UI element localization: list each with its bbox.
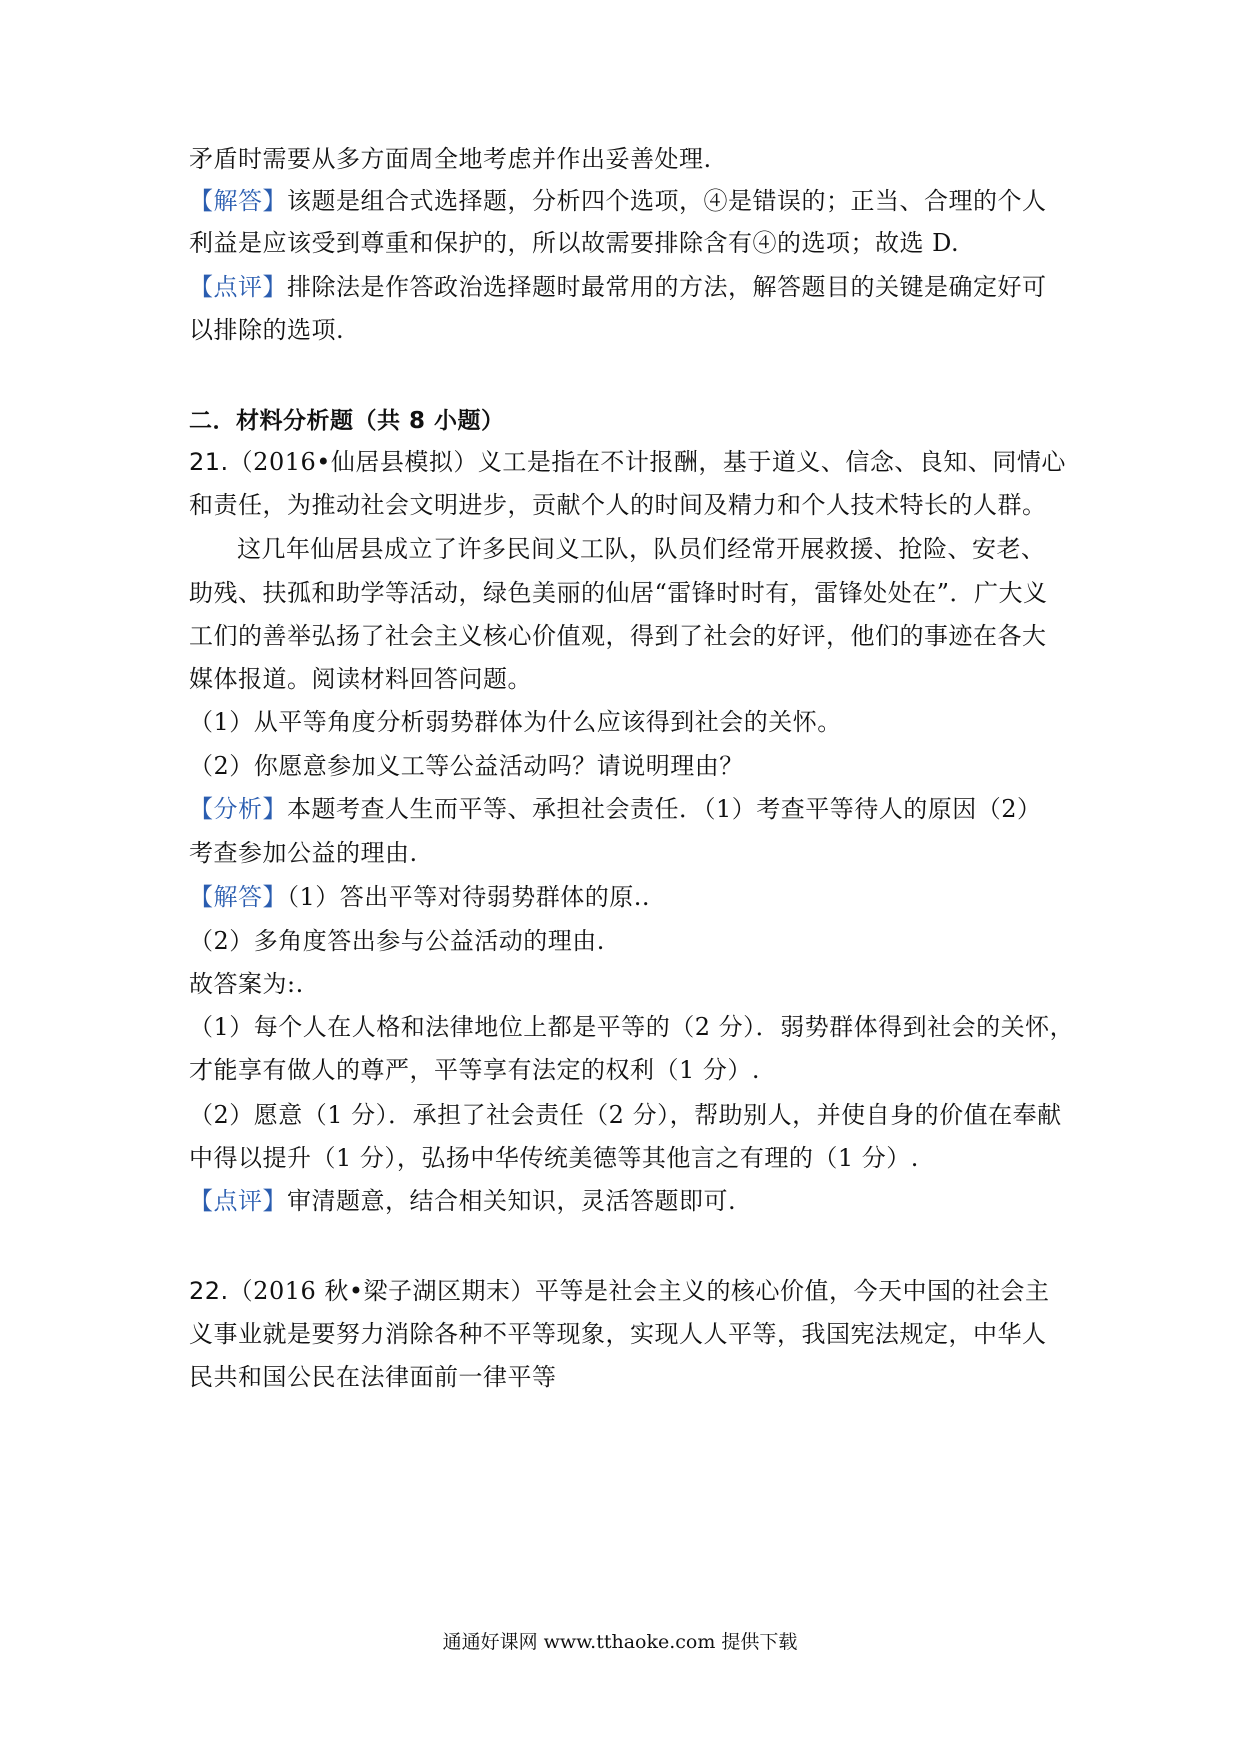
material-line: 工们的善举弘扬了社会主义核心价值观，得到了社会的好评，他们的事迹在各大 (189, 622, 1047, 650)
text-line: 义事业就是要努力消除各种不平等现象，实现人人平等，我国宪法规定，中华人 (189, 1320, 1047, 1348)
answer-tag: 【解答】 (189, 883, 287, 911)
text-line: 考查参加公益的理由. (189, 839, 418, 867)
question-number: 21. (189, 448, 229, 476)
answer-text: （2）多角度答出参与公益活动的理由. (189, 927, 605, 955)
sub-question: （2）你愿意参加义工等公益活动吗？请说明理由？ (189, 752, 744, 780)
question-number: 22. (189, 1277, 229, 1305)
question-22-stem: 22.（2016 秋•梁子湖区期末）平等是社会主义的核心价值，今天中国的社会主 (189, 1277, 1050, 1305)
material-line: 助残、扶孤和助学等活动，绿色美丽的仙居“雷锋时时有，雷锋处处在”．广大义 (189, 579, 1048, 607)
answer-tag: 【解答】 (189, 187, 287, 215)
question-21-stem: 21.（2016•仙居县模拟）义工是指在不计报酬，基于道义、信念、良知、同情心 (189, 448, 1066, 476)
text-line: 和责任，为推动社会文明进步，贡献个人的时间及精力和个人技术特长的人群。 (189, 491, 1047, 519)
text-line: 利益是应该受到尊重和保护的，所以故需要排除含有④的选项；故选 D. (189, 229, 960, 257)
review-line: 【点评】审清题意，结合相关知识，灵活答题即可. (189, 1187, 737, 1215)
answer-text: （2）愿意（1 分）．承担了社会责任（2 分），帮助别人，并使自身的价值在奉献 (189, 1101, 1062, 1129)
review-line: 【点评】排除法是作答政治选择题时最常用的方法，解答题目的关键是确定好可 (189, 273, 1047, 301)
text-line: 以排除的选项. (189, 316, 345, 344)
answer-line: 【解答】该题是组合式选择题，分析四个选项，④是错误的；正当、合理的个人 (189, 187, 1047, 215)
answer-line: 【解答】（1）答出平等对待弱势群体的原.. (189, 883, 651, 911)
answer-text: 故答案为:. (189, 970, 304, 998)
answer-text: 才能享有做人的尊严，平等享有法定的权利（1 分）. (189, 1056, 761, 1084)
question-source: （2016 秋•梁子湖区期末） (228, 1277, 536, 1305)
text-line: 矛盾时需要从多方面周全地考虑并作出妥善处理. (189, 145, 712, 173)
analysis-tag: 【分析】 (189, 795, 287, 823)
review-tag: 【点评】 (189, 273, 287, 301)
material-line: 媒体报道。阅读材料回答问题。 (189, 665, 532, 693)
text-line: 民共和国公民在法律面前一律平等 (189, 1363, 557, 1391)
review-tag: 【点评】 (189, 1187, 287, 1215)
sub-question: （1）从平等角度分析弱势群体为什么应该得到社会的关怀。 (189, 708, 842, 736)
answer-text: 中得以提升（1 分），弘扬中华传统美德等其他言之有理的（1 分）. (189, 1144, 919, 1172)
answer-text: （1）每个人在人格和法律地位上都是平等的（2 分）．弱势群体得到社会的关怀， (189, 1013, 1075, 1041)
question-source: （2016•仙居县模拟） (228, 448, 478, 476)
section-heading: 二．材料分析题（共 8 小题） (189, 408, 505, 434)
analysis-line: 【分析】本题考查人生而平等、承担社会责任．（1）考查平等待人的原因（2） (189, 795, 1042, 823)
material-line: 这几年仙居县成立了许多民间义工队，队员们经常开展救援、抢险、安老、 (237, 535, 1046, 563)
page-footer: 通通好课网 www.tthaoke.com 提供下载 (442, 1631, 798, 1653)
